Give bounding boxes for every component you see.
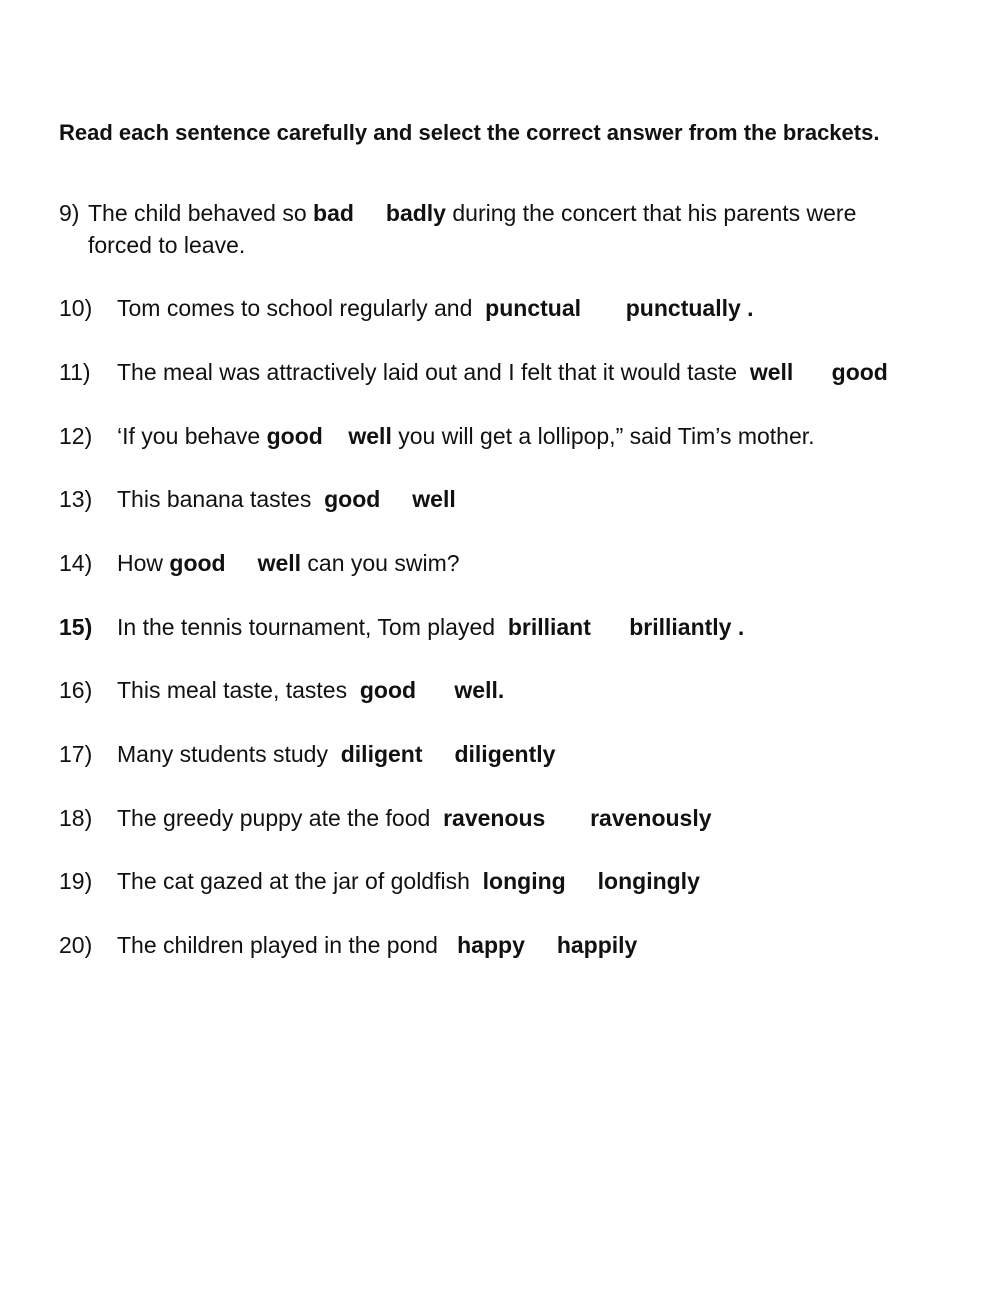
question-number: 16) [59, 677, 93, 703]
question-number: 15) [59, 614, 93, 640]
option-2[interactable]: well. [454, 677, 505, 703]
option-2[interactable]: well [412, 486, 456, 512]
question-9 [59, 198, 856, 229]
question-text-before: This banana tastes [117, 486, 318, 512]
question-text-before: The greedy puppy ate the food [117, 805, 437, 831]
question-text-before: The child behaved so [88, 200, 314, 226]
option-2[interactable]: well [257, 550, 302, 576]
question-text-before: Many students study [117, 741, 335, 767]
option-1[interactable]: well [749, 359, 794, 385]
question-number: 12) [59, 423, 93, 449]
option-1[interactable]: happy [457, 932, 525, 958]
question-number: 19) [59, 868, 93, 894]
question-text-before: In the tennis tournament, Tom played [117, 614, 502, 640]
option-1[interactable]: longing [482, 868, 566, 894]
question-16 [59, 675, 504, 706]
question-17 [59, 739, 555, 770]
question-18 [59, 803, 712, 834]
question-13 [59, 484, 456, 515]
option-1[interactable]: punctual [485, 295, 582, 321]
option-2[interactable]: longingly [597, 868, 700, 894]
option-1[interactable]: good [266, 423, 323, 449]
question-number: 9) [59, 200, 80, 226]
question-number: 11) [59, 359, 91, 385]
question-number: 20) [59, 932, 93, 958]
option-2[interactable]: brilliantly . [629, 614, 745, 640]
option-1[interactable]: bad [313, 200, 354, 226]
question-text-after: during the concert that his parents were [445, 200, 857, 226]
question-text-before: The cat gazed at the jar of goldfish [117, 868, 477, 894]
option-1[interactable]: good [169, 550, 226, 576]
question-text-before: The meal was attractively laid out and I felt that it would taste [117, 359, 744, 385]
option-2[interactable]: ravenously [590, 805, 712, 831]
instructions-heading: Read each sentence carefully and select the correct answer from the brackets. [59, 120, 880, 145]
question-number: 10) [59, 295, 93, 321]
option-1[interactable]: good [324, 486, 381, 512]
option-2[interactable]: punctually . [625, 295, 754, 321]
question-text-before: ‘If you behave [117, 423, 267, 449]
question-10 [59, 293, 754, 324]
option-1[interactable]: ravenous [443, 805, 546, 831]
question-text-before: How [117, 550, 170, 576]
question-14 [59, 548, 460, 579]
option-2[interactable]: badly [385, 200, 446, 226]
question-20 [59, 930, 637, 961]
option-1[interactable]: good [359, 677, 417, 703]
question-19 [59, 866, 700, 897]
question-text-after: can you swim? [301, 550, 460, 576]
question-text-after: you will get a lollipop,” said Tim’s mother. [391, 423, 815, 449]
question-text-before: The children played in the pond [117, 932, 445, 958]
question-number: 18) [59, 805, 93, 831]
question-number: 14) [59, 550, 93, 576]
option-2[interactable]: well [348, 423, 392, 449]
option-2[interactable]: good [831, 359, 888, 385]
question-12 [59, 421, 815, 452]
question-11 [59, 357, 888, 388]
option-2[interactable]: happily [556, 932, 638, 958]
question-text-before: This meal taste, tastes [117, 677, 354, 703]
question-9-continuation: forced to leave. [88, 232, 246, 258]
question-text-before: Tom comes to school regularly and [117, 295, 479, 321]
option-1[interactable]: brilliant [507, 614, 591, 640]
option-1[interactable]: diligent [340, 741, 423, 767]
option-2[interactable]: diligently [454, 741, 556, 767]
question-15 [59, 612, 744, 643]
question-number: 13) [59, 486, 93, 512]
question-number: 17) [59, 741, 93, 767]
